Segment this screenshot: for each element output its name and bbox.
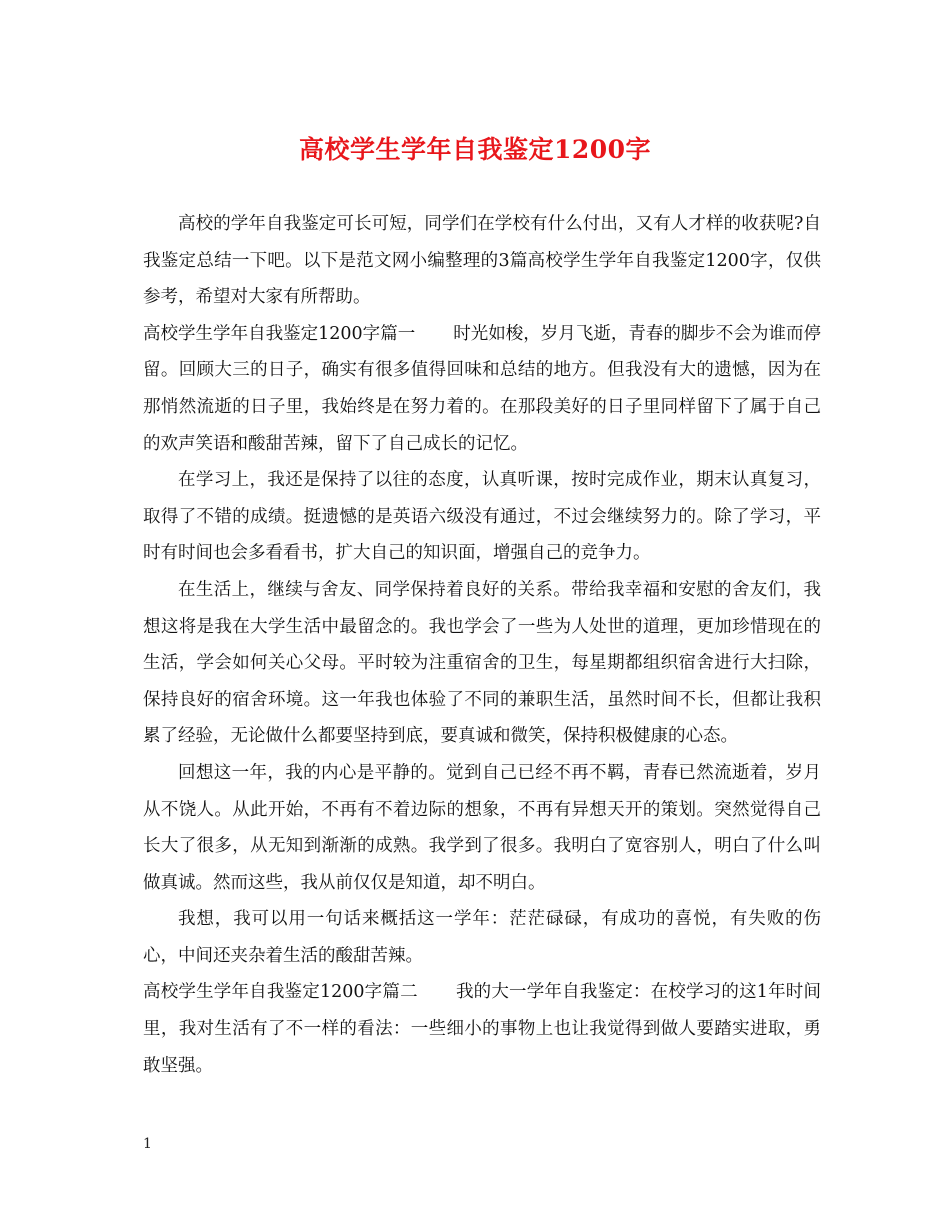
section-one-text: 时光如梭，岁月飞逝，青春的脚步不会为谁而停留。回顾大三的日子，确实有很多值得回味和总结的地方。但我没有大的遗憾，因为在那悄然流逝的日子里，我始终是在努力着的。在那段美好的日子里同样留下了属于自己的欢声笑语和酸甜苦辣，留下了自己成长的记忆。 [143, 323, 821, 454]
document-title: 高校学生学年自我鉴定1200字 [298, 135, 652, 164]
summary-paragraph: 我想，我可以用一句话来概括这一学年：茫茫碌碌，有成功的喜悦，有失败的伤心，中间还夹杂着生活的酸甜苦辣。 [143, 909, 821, 966]
section-two-heading: 高校学生学年自我鉴定1200字篇二 [143, 982, 418, 1003]
life-paragraph: 在生活上，继续与舍友、同学保持着良好的关系。带给我幸福和安慰的舍友们，我想这将是我在大学生活中最留念的。我也学会了一些为人处世的道理，更加珍惜现在的生活，学会如何关心父母。平时较为注重宿舍的卫生，每星期都组织宿舍进行大扫除，保持良好的宿舍环境。这一年我也体验了不同的兼职生活，虽然时间不长，但都让我积累了经验，无论做什么都要坚持到底，要真诚和微笑，保持积极健康的心态。 [143, 579, 821, 747]
section-one-heading: 高校学生学年自我鉴定1200字篇一 [143, 323, 416, 344]
section-one-paragraph [143, 316, 821, 462]
document-body [143, 206, 821, 1084]
page-number: 1 [143, 1136, 152, 1152]
section-two-text: 我的大一学年自我鉴定：在校学习的这1年时间里，我对生活有了不一样的看法：一些细小的事物上也让我觉得到做人要踏实进取，勇敢坚强。 [143, 982, 821, 1076]
intro-paragraph: 高校的学年自我鉴定可长可短，同学们在学校有什么付出，又有人才样的收获呢?自我鉴定总结一下吧。以下是范文网小编整理的3篇高校学生学年自我鉴定1200字，仅供参考，希望对大家有所帮助。 [143, 214, 821, 308]
section-two-paragraph [143, 974, 821, 1084]
reflection-paragraph: 回想这一年，我的内心是平静的。觉到自己已经不再不羁，青春已然流逝着，岁月从不饶人。从此开始，不再有不着边际的想象，不再有异想天开的策划。突然觉得自己长大了很多，从无知到渐渐的成熟。我学到了很多。我明白了宽容别人，明白了什么叫做真诚。然而这些，我从前仅仅是知道，却不明白。 [143, 762, 821, 893]
study-paragraph: 在学习上，我还是保持了以往的态度，认真听课，按时完成作业，期末认真复习，取得了不错的成绩。挺遗憾的是英语六级没有通过，不过会继续努力的。除了学习，平时有时间也会多看看书，扩大自己的知识面，增强自己的竞争力。 [143, 470, 821, 564]
